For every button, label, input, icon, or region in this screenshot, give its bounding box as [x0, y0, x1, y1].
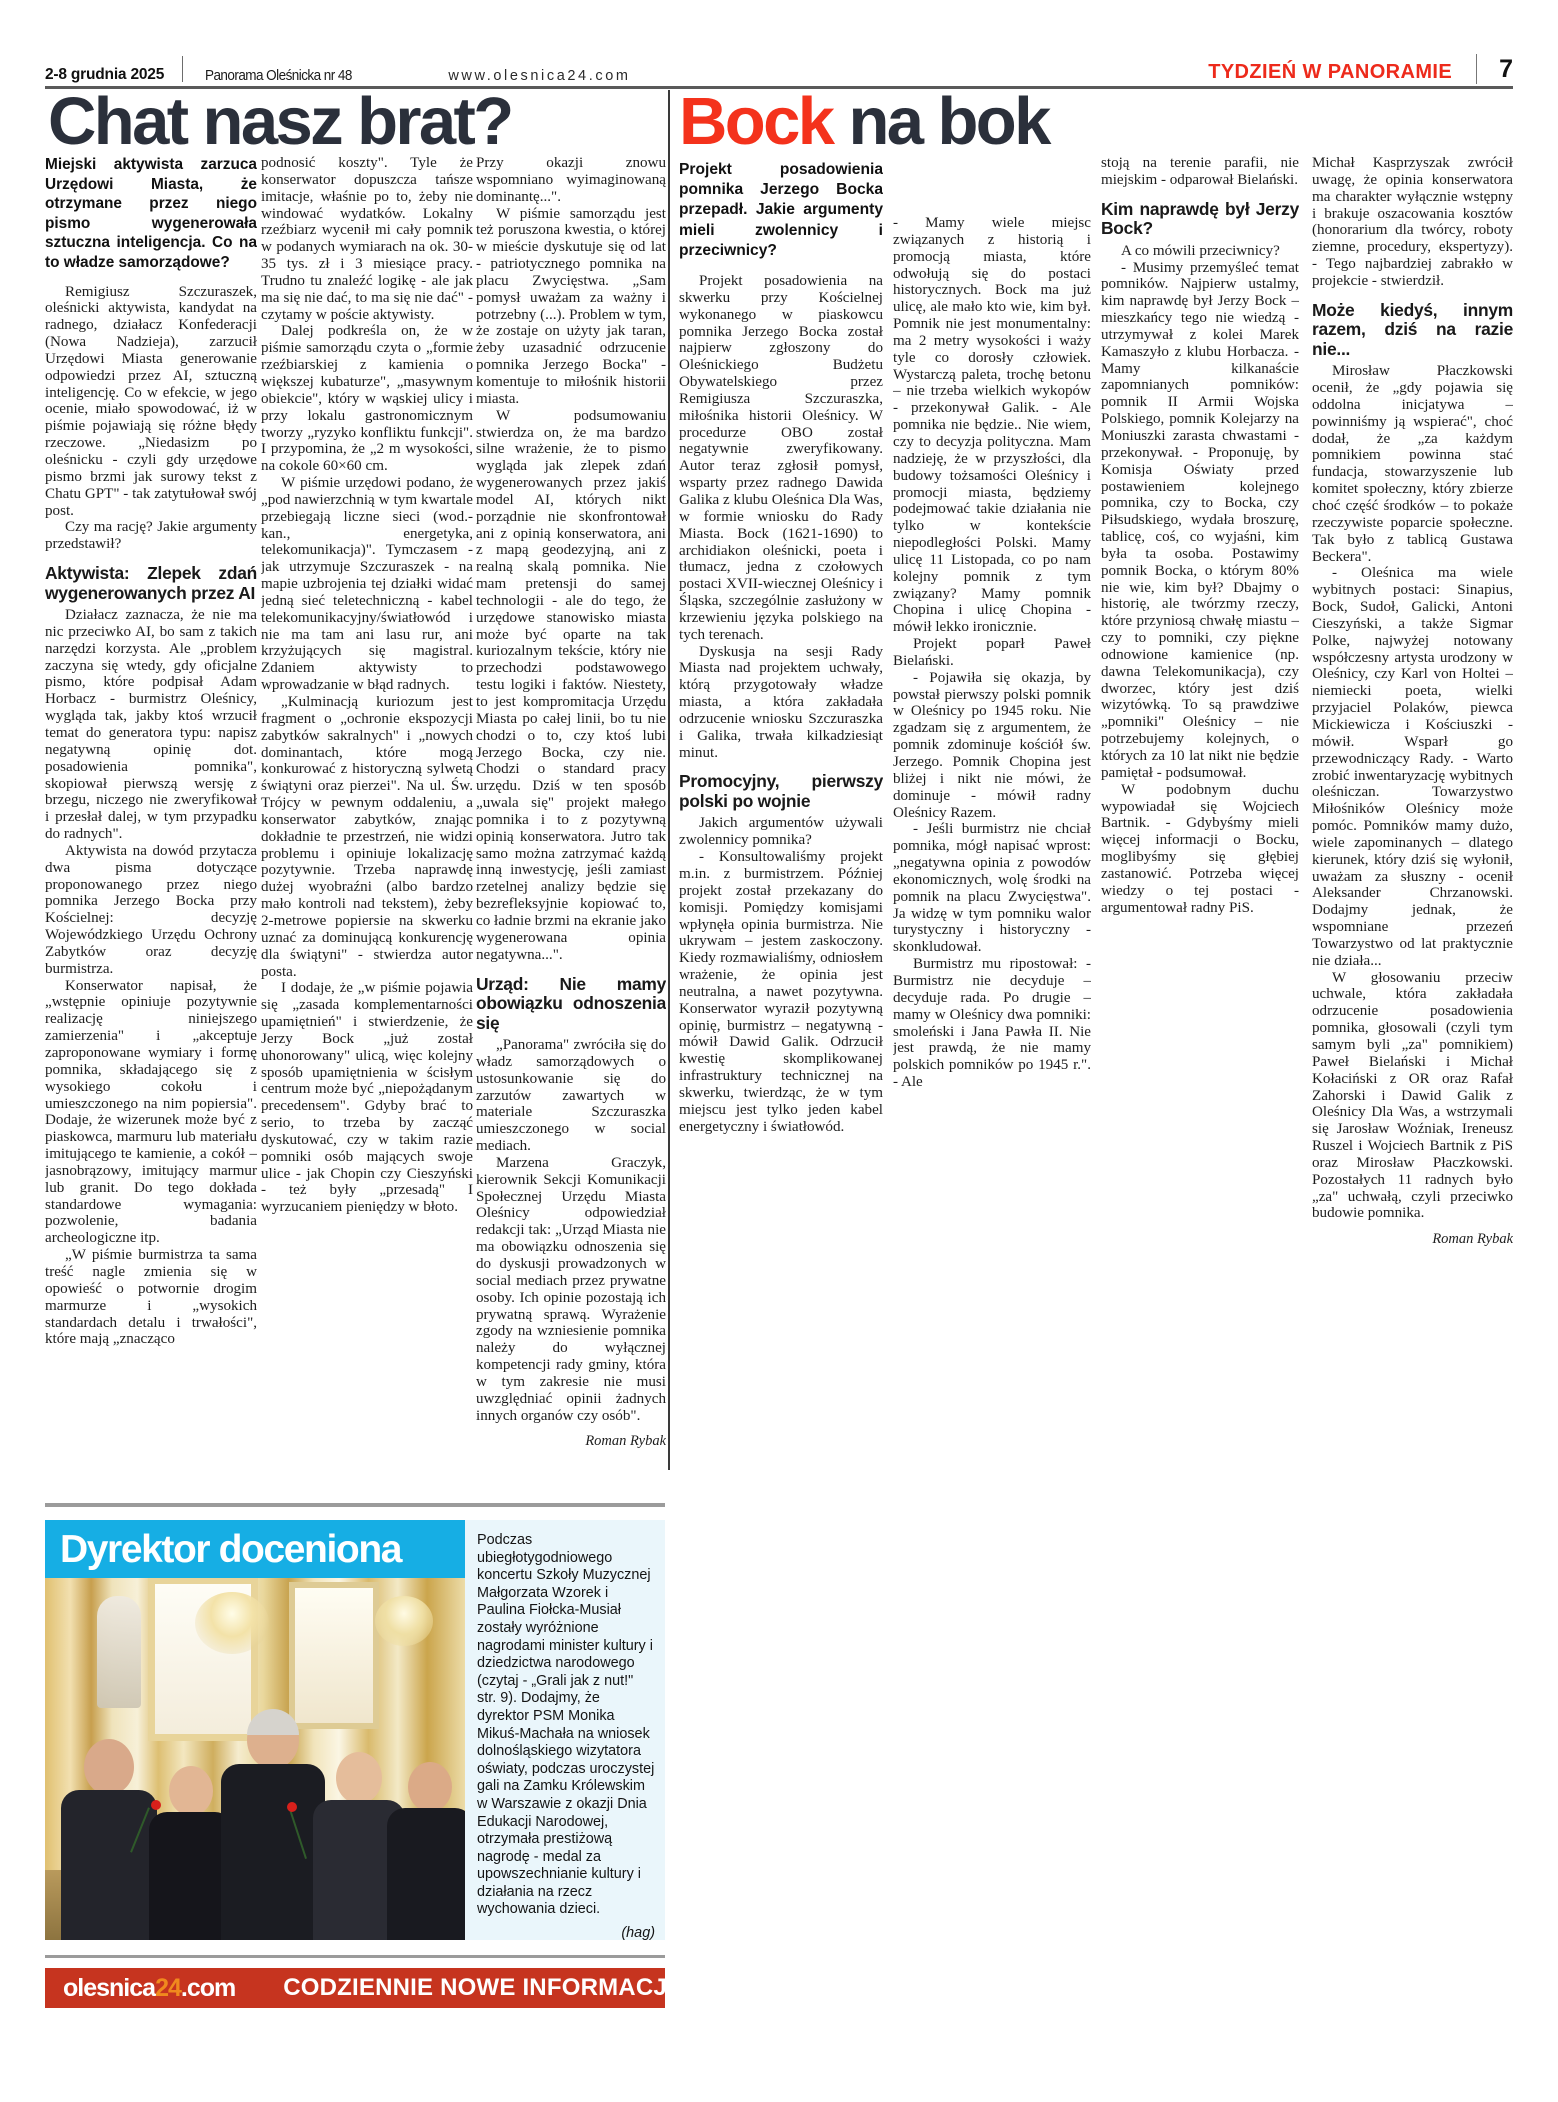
paragraph: W podsumowaniu stwierdza on, że ma bardzo silne wrażenie, że to pismo wygląda jak zlepek zdań wygenerowanych przez jakiś model AI, których nikt porządnie nie skonfrontował ani z opinią konserwatora, ani z mapą geodezyjną, ani z realną skalą pomnika. Nie mam pretensji do samej technologii - ale do tego, że urzędowe stanowisko miasta może być oparte na tak kuriozalnym tekście, który nie przechodzi podstawowego testu logiki i faktów. Niestety, to jest kompromitacja Urzędu Miasta po całej linii, bo tu nie chodzi o to, czy ktoś lubi Jerzego Bocka, czy nie. Chodzi o standard pracy urzędu. Dziś w ten sposób „uwala się" projekt małego pomnika i to z pozytywną opinią konserwatora. Jutro tak samo można zatrzymać każdą inną inwestycję, jeśli zamiast rzetelnej analizy będzie się bezrefleksyjnie kopiować to, co ładnie brzmi na ekranie jako wygenerowana opinia negatywna...". — [476, 407, 666, 963]
masthead-divider-2 — [1476, 54, 1477, 84]
photo-person-head — [84, 1739, 134, 1795]
advert-caption-text: Podczas ubiegłotygodniowego koncertu Szkoły Muzycznej Małgorzata Wzorek i Paulina Fiołcka-Musiał zostały wyróżnione nagrodami minister kultury i dziedzictwa narodowego (czytaj - „Grali jak z nut!" str. 9). Dodajmy, że dyrektor PSM Monika Mikuś-Machała na wniosek dolnośląskiego wizytatora oświaty, podczas uroczystej gali na Zamku Królewskim w Warszawie z okazji Dnia Edukacji Narodowej, otrzymała prestiżową nagrodę - medal za upowszechnianie kultury i działania na rzecz wychowania dzieci. — [477, 1532, 655, 1918]
photo-rose — [151, 1800, 161, 1810]
photo-chandelier-left — [195, 1592, 269, 1654]
paragraph: „W piśmie burmistrza ta sama treść nagle zmienia się w opowieść o potwornie drogim marmurze i „wysokich standardach detalu i trwałości", które mają „znacząco — [45, 1247, 257, 1348]
paragraph: Konserwator napisał, że „wstępnie opiniuje pozytywnie realizację niniejszego zamierzenia" i „akceptuje zaproponowane wymiary i formę pomnika, składającego się z wysokiego cokołu i umieszczonego na nim popiersia". Dodaje, że wizerunek może być z piaskowca, marmuru lub materiału imitującego te kamienie, a cokół – jasnobrązowy, imitujący marmur lub granit. Do tego dokłada standardowe wymagania: pozwolenie, badania archeologiczne itp. — [45, 977, 257, 1247]
left-article-column-3 — [476, 155, 666, 1455]
right-article-column-3 — [1101, 155, 1299, 1495]
paragraph: A co mówili przeciwnicy? — [1121, 242, 1280, 259]
advert-banner-title: Dyrektor doceniona — [60, 1527, 402, 1571]
photo-advert-block — [45, 1520, 665, 1940]
photo-person — [61, 1739, 157, 1940]
section-label: TYDZIEŃ W PANORAMIE — [1208, 61, 1453, 83]
right-article-column-4 — [1312, 155, 1513, 1495]
advert-photo — [45, 1578, 465, 1940]
paragraph: Marzena Graczyk, kierownik Sekcji Komunikacji Społecznej Urzędu Miasta Oleśnicy odpowiedział redakcji tak: „Urząd Miasta nie ma obowiązku odnoszenia się do dyskusji prowadzonych w social mediach przez prywatne osoby. Ich opinie pozostają ich prywatną sprawą. Wyrażenie zgody na wzniesienie pomnika należy do wyłącznej kompetencji rady gminy, która w tym zakresie nie musi uwzględniać opinii żadnych innych organów czy osób". — [476, 1154, 666, 1424]
headline-right — [679, 84, 1519, 159]
paragraph: Mirosław Płaczkowski ocenił, że „gdy pojawia się oddolna inicjatywa – powinniśmy ją wspierać", choć dodał, że „za każdym pomnikiem powinna stać fundacja, stowarzyszenie lub komitet społeczny, który zbierze choć część środków – to pokaże rzeczywiste poparcie społeczne. Tak było z tablicą Gustawa Beckera". — [1312, 363, 1513, 565]
photo-wrap — [45, 1520, 465, 1940]
advert-caption — [465, 1520, 665, 1940]
paragraph: Działacz zaznacza, że nie ma nic przeciwko AI, bo sam z takich narzędzi korzysta. Ale „problem zaczyna się wtedy, gdy oficjalne pismo, które podpisał Adam Horbacz - burmistrz Oleśnicy, wygląda tak, jakby ktoś wrzucił temat do generatora typu: napisz negatywną opinię dot. posadowienia pomnika", skopiował pierwszą wersję z brzegu, niczego nie zweryfikował i przesłał dalej, w tym przypadku do radnych". — [45, 607, 257, 843]
paragraph: W piśmie samorządu jest też poruszona kwestia, o której w mieście dyskutuje się od lat - patriotycznego pomnika na placu Zwycięstwa. „Sam pomysł uważam za ważny i potrzebny (...). Problem w tym, że zostaje on użyty jak taran, żeby uzasadnić odrzucenie pomnika Jerzego Bocka" - komentuje to miłośnik historii miasta. — [476, 205, 666, 407]
paragraph: W podobnym duchu wypowiadał się Wojciech Bartnik. - Gdybyśmy mieli więcej informacji o Bocku, moglibyśmy się głębiej zastanowić. Potrzeba więcej wiedzy o tej postaci - argumentował radny PiS. — [1101, 781, 1299, 916]
left-article-lead: Miejski aktywista zarzuca Urzędowi Miasta, że otrzymane przez niego pismo wygenerowała sztuczna inteligencja. Co na to władze samorządowe? — [45, 156, 257, 271]
right-article-column-2 — [893, 215, 1091, 1555]
paragraph: Remigiusz Szczuraszek, oleśnicki aktywista, kandydat na radnego, działacz Konfederacji (Nowa Nadzieja), zarzucił Urzędowi Miasta generowanie odpowiedzi przez AI, sztuczną inteligencję. Co w efekcie, w jego ocenie, miało spowodować, iż w piśmie pojawiają się różne błędy rzeczowe. „Niedasizm po oleśnicku - czyli gdy urzędowe pismo brzmi jak surowy tekst z Chatu GPT" - tak zatytułował swój post. — [45, 283, 257, 519]
paragraph: Projekt poparł Paweł Bielański. — [893, 636, 1091, 669]
paragraph: I dodaje, że „w piśmie pojawia się „zasada komplementarności upamiętnień" i stwierdzenie, że Jerzy Bock „już został uhonorowany" ulicą, więc kolejny sposób upamiętnienia w ścisłym centrum może być „niepożądanym precedensem". Gdyby brać to serio, to trzeba by zacząć dyskutować, czy w takim razie pomniki osób mających swoje ulice - jak Chopin czy Cieszyński - też były „przesadą" I wyrzucaniem pieniędzy w błoto. — [261, 980, 473, 1216]
left-article-column-1 — [45, 155, 257, 1455]
right-article-column-1 — [679, 160, 883, 1500]
masthead-divider-1 — [182, 56, 183, 82]
paragraph: „Kulminacją kuriozum jest fragment o „ochronie ekspozycji zabytków sakralnych" i „nowych dominantach, które mogą konkurować z historyczną sylwetą świątyni oraz pierzei". Na ul. Św. Trójcy w pewnym oddaleniu, a konserwator zabytków, znając dokładnie te przestrzeń, nie widzi problemu i opiniuje lokalizację pozytywnie. Trzeba naprawdę dużej wyobraźni (albo bardzo mało kontroli nad tekstem), żeby 2-metrowe popiersie na skwerku uznać za dominującą konkurencję dla świątyni" - stwierdza autor posta. — [261, 694, 473, 980]
article-divider — [668, 90, 670, 1470]
promo-logo-number: 24 — [155, 1973, 181, 2002]
left-article-subhead-1: Aktywista: Zlepek zdań wygenerowanych przez AI — [45, 563, 257, 603]
paper-name: Panorama Oleśnicka nr 48 — [205, 67, 353, 84]
paragraph: Projekt posadowienia na skwerku przy Kościelnej wykonanego w piaskowcu pomnika Jerzego Bocka został najpierw zgłoszony do Oleśnickiego Budżetu Obywatelskiego przez Remigiusza Szczuraszka, miłośnika historii Oleśnicy. W procedurze OBO został negatywnie zweryfikowany. Autor teraz zgłosił pomysł, wsparty przez radnego Dawida Galika z klubu Oleśnica Dla Was, w formie wniosku do Rady Miasta. Bock (1621-1690) to archidiakon oleśnicki, poeta i tłumacz, jedna z czołowych postaci XVII-wiecznej Oleśnicy i Śląska, szczególnie zasłużony w krzewieniu języka polskiego na tych terenach. — [679, 273, 883, 643]
paragraph: W głosowaniu przeciw uchwale, która zakładała odrzucenie posadowienia pomnika, głosowali (czyli tym samym byli „za" pomnikiem) Paweł Bielański i Michał Kołaciński z OR oraz Rafał Zahorski i Dawid Galik z Oleśnicy Dla Was, a wstrzymali się Jarosław Woźniak, Ireneusz Ruszel i Wojciech Bartnik z PiS oraz Mirosław Płaczkowski. Pozostałych 11 radnych było „za" uchwałą, czyli przeciwko budowie pomnika. — [1312, 969, 1513, 1222]
paragraph: - Konsultowaliśmy projekt m.in. z burmistrzem. Później projekt został przekazany do komisji. Pomiędzy komisjami wpłynęła opinia burmistrza. Nie ukrywam – jestem zaskoczony. Kiedy rozmawialiśmy, odniosłem wrażenie, że opinia jest neutralna, a nawet pozytywna. Konserwator wyraził pozytywną opinię, burmistrz – negatywną - mówił Dawid Galik. Odrzucił kwestię skomplikowanej infrastruktury technicznej na skwerku, twierdząc, że w tym miejscu jest tylko jeden kabel energetyczny i światłowód. — [679, 849, 883, 1135]
right-article-subhead-3: Może kiedyś, innym razem, dziś na razie nie... — [1312, 299, 1513, 359]
advert-top-rule — [45, 1503, 665, 1507]
advert-bottom-rule — [45, 1955, 665, 1958]
photo-person-body — [221, 1764, 325, 1940]
photo-person-hair — [247, 1709, 299, 1735]
right-article-byline: Roman Rybak — [1432, 1231, 1513, 1248]
left-article-byline: Roman Rybak — [585, 1433, 666, 1450]
photo-person-head — [336, 1752, 382, 1804]
masthead — [45, 50, 1513, 84]
photo-person — [387, 1762, 465, 1940]
left-article-column-2 — [261, 155, 473, 1455]
advert-banner — [45, 1520, 465, 1578]
issue-date: 2-8 grudnia 2025 — [45, 66, 165, 83]
paragraph: Michał Kasprzyszak zwrócił uwagę, że opinia konserwatora ma charakter wyłącznie wstępny i brakuje oszacowania kosztów (honorarium dla twórcy, roboty ziemne, procedury, ekspertyzy). - Tego najbardziej zabrakło w projekcie - stwierdził. — [1312, 155, 1513, 289]
headline-right-red: Bock — [679, 84, 833, 159]
paragraph: Dalej podkreśla on, że w piśmie samorządu czyta o „formie rzeźbiarskiej z kamienia o większej kubaturze", „masywnym obiekcie", który w wąskiej ulicy i przy lokalu gastronomicznym tworzy „ryzyko konfliktu funkcji". I przypomina, że „2 m wysokości, na cokole 60×60 cm. — [261, 323, 473, 475]
photo-person-body — [387, 1808, 465, 1940]
paragraph: podnosić koszty". Tyle że konserwator dopuszcza tańsze imitacje, właśnie po to, żeby nie windować wydatków. Lokalny rzeźbiarz wycenił mi cały pomnik w podanych wymiarach na ok. 30-35 tys. zł i 3 miesiące pracy. Trudno tu znaleźć logikę - ale jak ma się nie dać, to ma się nie dać" - czytamy w poście aktywisty. — [261, 155, 473, 323]
promo-bar-logo[interactable] — [45, 1974, 235, 2003]
promo-logo-part1: olesnica — [63, 1973, 156, 2002]
left-article-subhead-2: Urząd: Nie mamy obowiązku odnoszenia się — [476, 973, 666, 1033]
promo-bar[interactable] — [45, 1968, 684, 2008]
paragraph: Dyskusja na sesji Rady Miasta nad projektem uchwały, którą przygotowały władze miasta, a która zakładała odrzucenie wniosku Szczuraszka i Galika, trwała kilkadziesiąt minut. — [679, 643, 883, 761]
promo-bar-tagline: CODZIENNIE NOWE INFORMACJE — [283, 1974, 684, 2001]
paragraph: Burmistrz mu ripostował: - Burmistrz nie decyduje – decyduje rada. Po drugie – mamy w Oleśnicy dwa pomniki: smoleński i Jana Pawła II. Nie jest prawdą, że nie mamy polskich pomników po 1945 r.". - Ale — [893, 956, 1091, 1091]
website-url[interactable]: www.olesnica24.com — [448, 68, 631, 84]
paragraph: Czy ma rację? Jakie argumenty przedstawił? — [45, 519, 257, 553]
headline-right-rest: na bok — [832, 84, 1049, 159]
paragraph: stoją na terenie parafii, nie miejskim - odparował Bielański. — [1101, 155, 1299, 188]
page-number: 7 — [1499, 55, 1513, 83]
paragraph: - Pojawiła się okazja, by powstał pierwszy polski pomnik w Oleśnicy po 1945 roku. Nie zgadzam się z argumentem, że pomnik zdominuje kościół św. Jerzego. Pomnik Chopina jest bliżej i nikt nie mówi, że dominuje - mówił radny Oleśnicy Razem. — [893, 669, 1091, 821]
paragraph: Jakich argumentów używali zwolennicy pomnika? — [679, 815, 883, 849]
right-article-deck: Projekt posadowienia pomnika Jerzego Bocka przepadł. Jakie argumenty mieli zwolennicy i przeciwnicy? — [679, 161, 883, 259]
paragraph: - Jeśli burmistrz nie chciał pomnika, mógł napisać wprost: „negatywna opinia z powodów ekonomicznych, wolę środki na pomnik na placu Zwycięstwa". Ja widzę w tym pomniku walor turystyczny i historyczny - skonkludował. — [893, 821, 1091, 956]
promo-logo-part2: .com — [180, 1973, 236, 2002]
paragraph: - Mamy wiele miejsc związanych z historią i promocją miasta, które odwołują się do postaci historycznych. Bock ma już ulicę, ale mało kto wie, kim był. Pomnik nie jest monumentalny: ma 2 metry wysokości i waży tyle co dorosły człowiek. Wystarczą paleta, trochę betonu – nie trzeba wielkich wykopów - przekonywał Galik. - Ale pomnika nie będzie.. Nie wiem, czy to decyzja polityczna. Mam nadzieję, że w przyszłości, dla budowy tożsamości Oleśnicy i promocji miasta, będziemy podejmować takie działania nie tylko w kontekście niepodległości Polski. Mamy ulicę 11 Listopada, co po nam kolejny pomnik z tym związany? Mamy pomnik Chopina i ulicę Chopina - mówił lekko ironicznie. — [893, 215, 1091, 636]
paragraph: W piśmie urzędowi podano, że „pod nawierzchnią w tym kwartale przebiegają liczne sieci (wod.-kan., energetyka, telekomunikacja)". Tymczasem - jak utrzymuje Szczuraszek - na mapie uzbrojenia tej działki widać jedną sieć teletechniczną - kabel telekomunikacyjny/światłowód i nie ma tam ani lasu rur, ani krzyżujących się magistral. Zdaniem aktywisty to wprowadzanie w błąd radnych. — [261, 475, 473, 694]
paragraph: Przy okazji znowu wspomniano wyimaginowaną dominantę...". — [476, 155, 666, 205]
advert-caption-signature: (hag) — [621, 1925, 655, 1942]
photo-person-head — [169, 1766, 213, 1816]
paragraph: „Panorama" zwróciła się do władz samorządowych o ustosunkowanie się do zarzutów zawartych w materiale Szczuraszka umieszczonego w social mediach. — [476, 1037, 666, 1155]
photo-rose — [287, 1802, 297, 1812]
photo-window-right — [295, 1588, 373, 1723]
photo-statue — [97, 1596, 141, 1708]
right-article-subhead-2: Kim naprawdę był Jerzy Bock? — [1101, 198, 1299, 239]
right-article-subhead-1: Promocyjny, pierwszy polski po wojnie — [679, 771, 883, 811]
paragraph: - Oleśnica ma wiele wybitnych postaci: Sinapius, Bock, Sudoł, Galicki, Antoni Cieszyński, a także Sigmar Polke, najwyżej notowany współczesny artysta urodzony w Oleśnicy, czy Karl von Holtei – niemiecki poeta, wielki przyjaciel Polaków, piewca Mickiewicza i Kościuszki - mówił. Wsparł go przewodniczący Rady. - Warto zrobić inwentaryzację wybitnych oleśniczan. Towarzystwo Miłośników Oleśnicy może pomóc. Pomników mamy dużo, wiele zapominanych – dlatego kierunek, który dziś się wyłonił, uważam za słuszny - ocenił Aleksander Chrzanowski. Dodajmy jednak, że wspomniane przezeń Towarzystwo od lat praktycznie nie działa... — [1312, 565, 1513, 969]
paragraph: Aktywista na dowód przytacza dwa pisma dotyczące proponowanego przez niego pomnika Jerzego Bocka przy Kościelnej: decyzję Wojewódzkiego Urzędu Ochrony Zabytków oraz decyzję burmistrza. — [45, 842, 257, 977]
photo-person-body — [61, 1790, 157, 1940]
paragraph: - Musimy przemyśleć temat pomników. Najpierw ustalmy, kim naprawdę był Jerzy Bock – mieszkańcy tego nie wiedzą - utrzymywał z kolei Marek Kamaszyło z klubu Horbacza. - Mamy kilkanaście zapomnianych pomników: pomnik II Armii Wojska Polskiego, pomnik Kolejarzy na Moniuszki zarasta chwastami - przekonywał. - Proponuję, by Komisja Oświaty przed postawieniem kolejnego pomnika, czy to Bocka, czy Piłsudskiego, wydała broszurę, tablicę, coś, co wyjaśni, kim była ta osoba. Postawimy pomnik Bocka, o którym 80% nie wie, kim był? Dbajmy o historię, ale twórzmy rzeczy, które przyniosą chwałę miastu – czy to pomniki, czy piękne odnowione kamienice (np. dawna Telekomunikacja), czy dworzec, który jest dziś wizytówką. To są prawdziwe „pomniki" Oleśnicy – nie potrzebujemy kolejnych, o których za 10 lat nikt nie będzie pamiętał - podsumował. — [1101, 259, 1299, 781]
photo-person-head — [408, 1762, 452, 1812]
photo-person — [221, 1711, 325, 1940]
headline-left: Chat nasz brat? — [48, 84, 512, 159]
photo-chandelier-right — [375, 1596, 433, 1646]
